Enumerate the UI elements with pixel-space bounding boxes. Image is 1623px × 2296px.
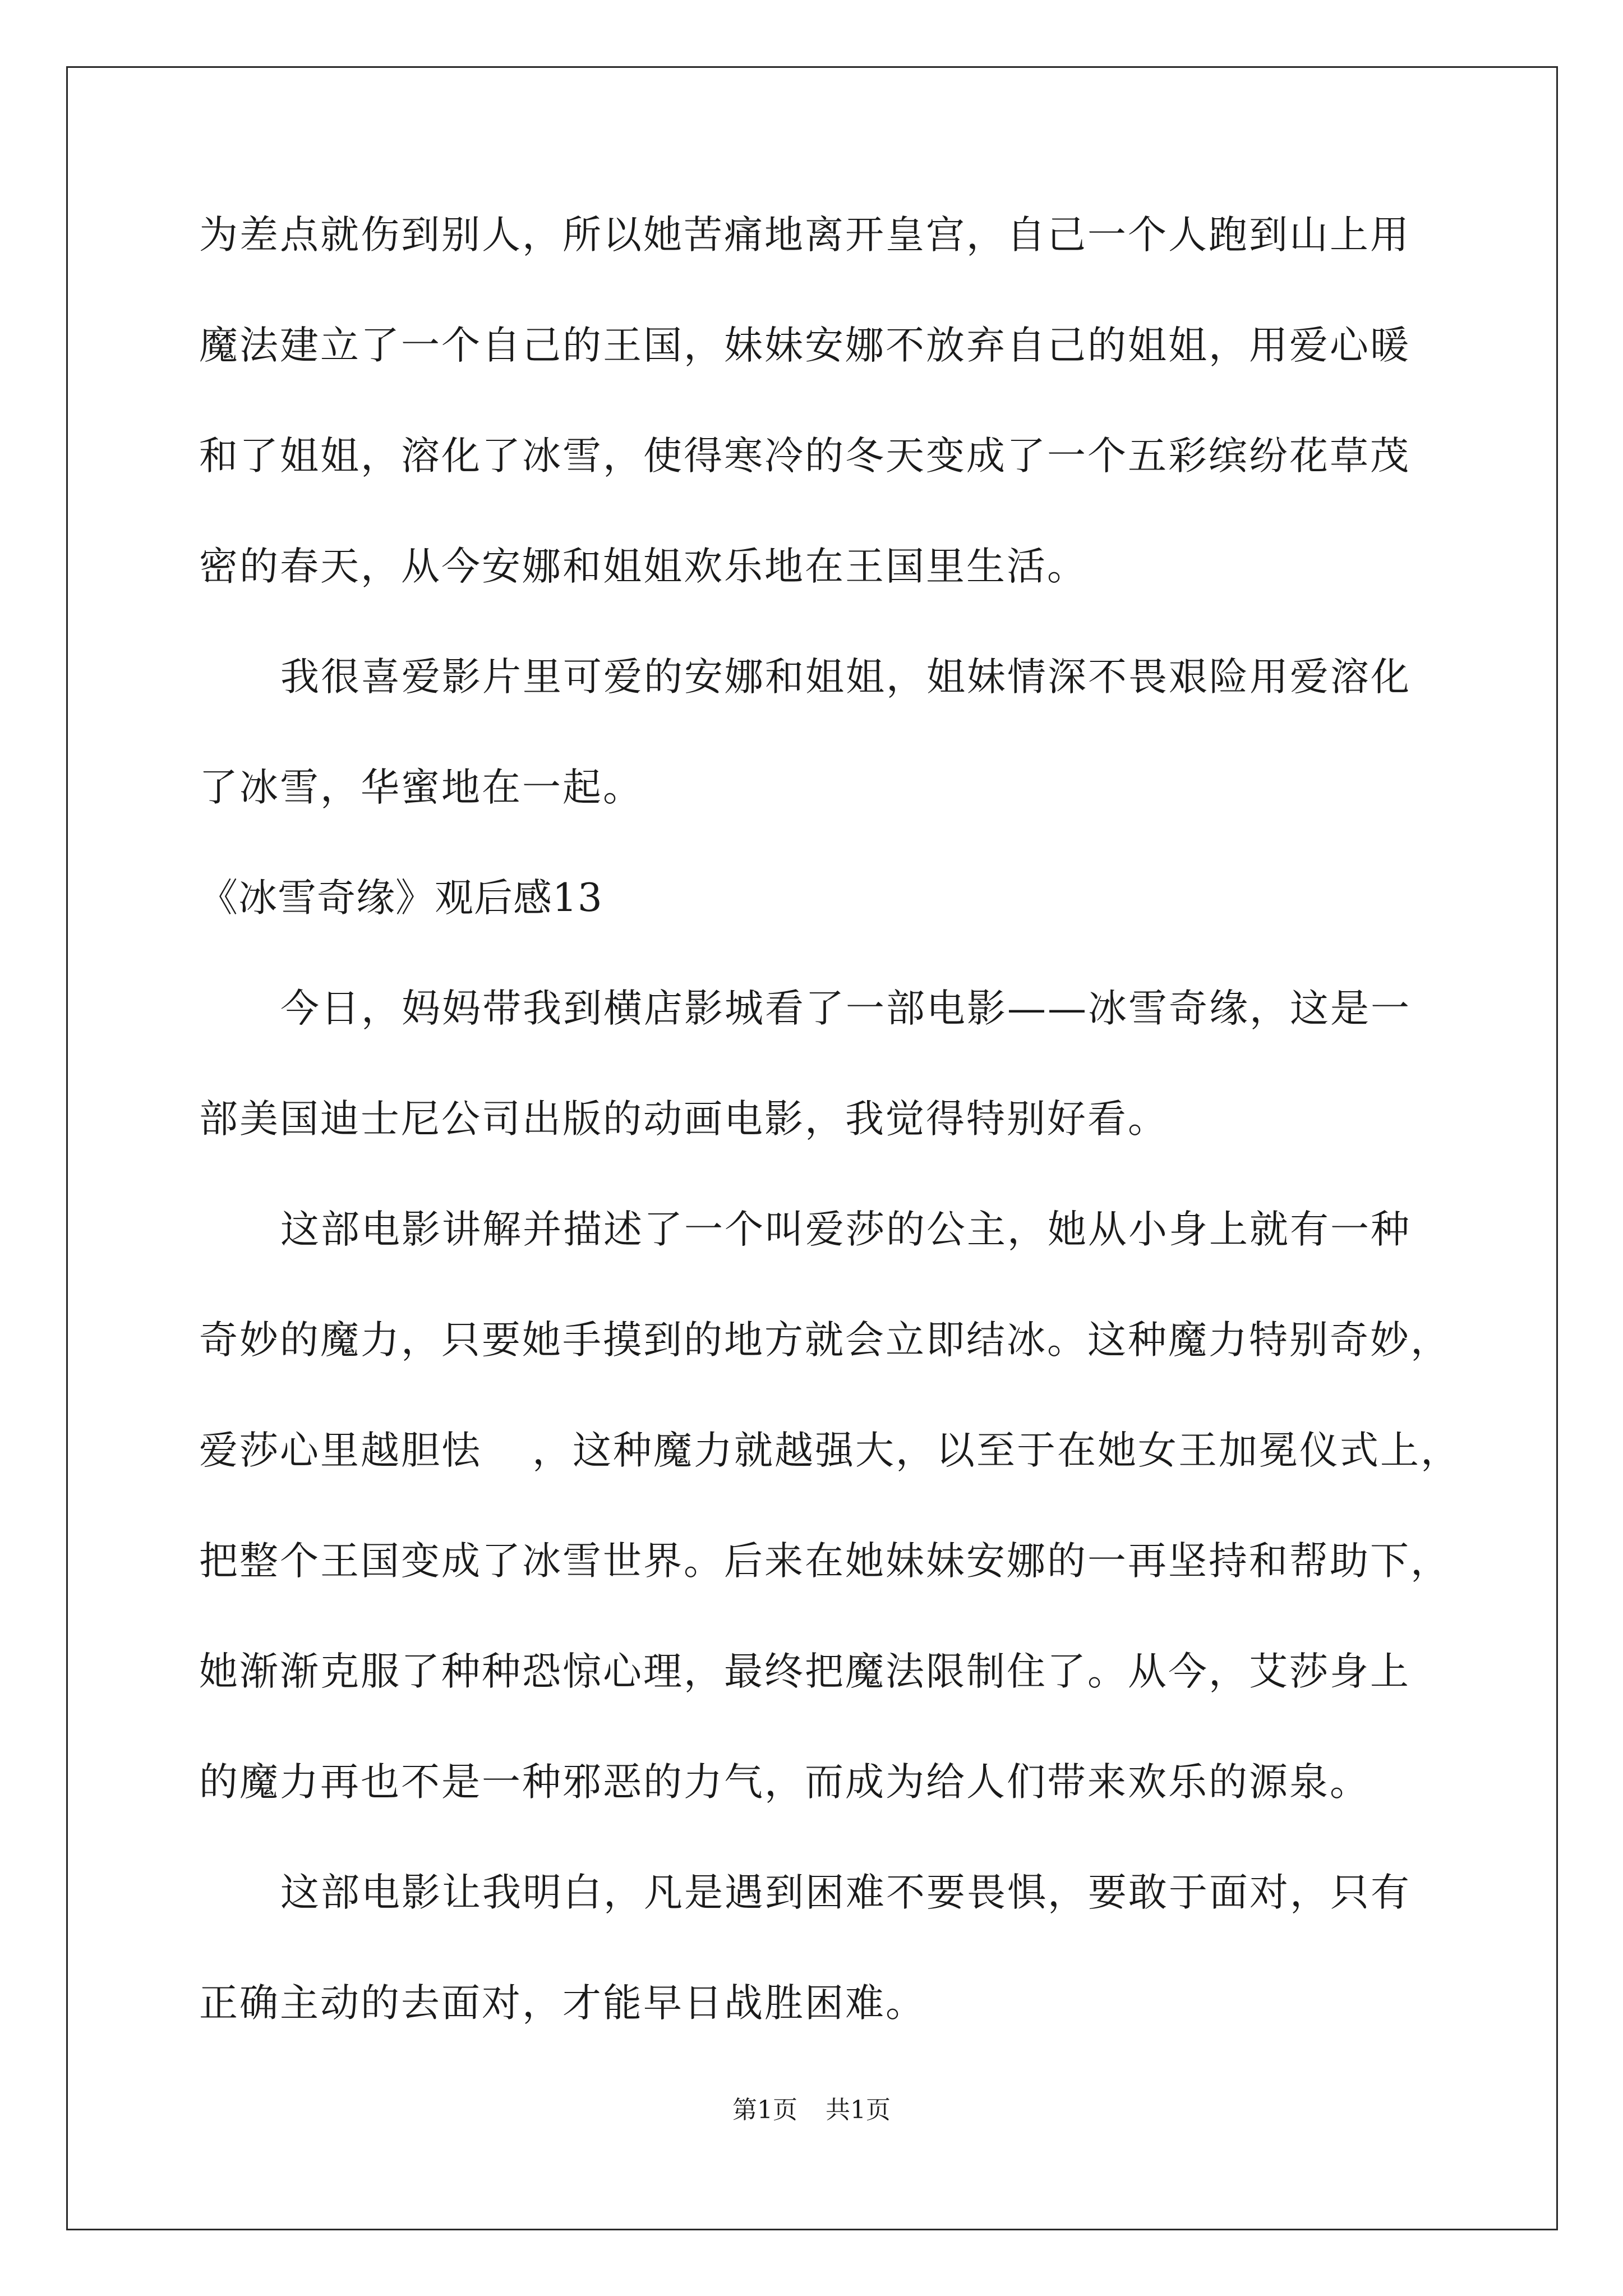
paragraph-line: 部美国迪士尼公司出版的动画电影，我觉得特别好看。 xyxy=(199,1097,1168,1142)
page-total: 共1页 xyxy=(826,2096,891,2124)
paragraph-line: 把整个王国变成了冰雪世界。后来在她妹妹安娜的一再坚持和帮助下， xyxy=(199,1539,1451,1584)
line-segment: 爱莎心里越胆怯 xyxy=(199,1428,482,1473)
paragraph-line: 这部电影让我明白，凡是遇到困难不要畏惧，要敢于面对，只有 xyxy=(280,1870,1411,1915)
paragraph-line: 为差点就伤到别人，所以她苦痛地离开皇宫，自己一个人跑到山上用 xyxy=(199,213,1410,257)
paragraph-line: 今日，妈妈带我到横店影城看了一部电影——冰雪奇缘，这是一 xyxy=(280,986,1411,1031)
paragraph-line: 的魔力再也不是一种邪恶的力气，而成为给人们带来欢乐的源泉。 xyxy=(199,1760,1370,1805)
paragraph-line: 和了姐姐，溶化了冰雪，使得寒冷的冬天变成了一个五彩缤纷花草茂 xyxy=(199,434,1410,478)
paragraph-line: 这部电影讲解并描述了一个叫爱莎的公主，她从小身上就有一种 xyxy=(280,1207,1411,1252)
paragraph-line: 奇妙的魔力，只要她手摸到的地方就会立即结冰。这种魔力特别奇妙， xyxy=(199,1318,1451,1363)
page-number: 第1页 xyxy=(732,2096,797,2124)
page-footer xyxy=(0,2098,1623,2123)
section-heading: 《冰雪奇缘》观后感13 xyxy=(199,876,603,921)
line-segment: ，这种魔力就越强大，以至于在她女王加冕仪式上， xyxy=(532,1428,1461,1473)
paragraph-line: 我很喜爱影片里可爱的安娜和姐姐，姐妹情深不畏艰险用爱溶化 xyxy=(280,655,1411,700)
paragraph-line: 密的春天，从今安娜和姐姐欢乐地在王国里生活。 xyxy=(199,544,1087,589)
paragraph-line: 正确主动的去面对，才能早日战胜困难。 xyxy=(199,1981,926,2026)
paragraph-line: 魔法建立了一个自己的王国，妹妹安娜不放弃自己的姐姐，用爱心暖 xyxy=(199,323,1410,368)
paragraph-line: 她渐渐克服了种种恐惊心理，最终把魔法限制住了。从今，艾莎身上 xyxy=(199,1649,1410,1694)
paragraph-line xyxy=(199,1428,1461,1473)
document-body xyxy=(199,213,1461,2095)
paragraph-line: 了冰雪，华蜜地在一起。 xyxy=(199,765,643,810)
